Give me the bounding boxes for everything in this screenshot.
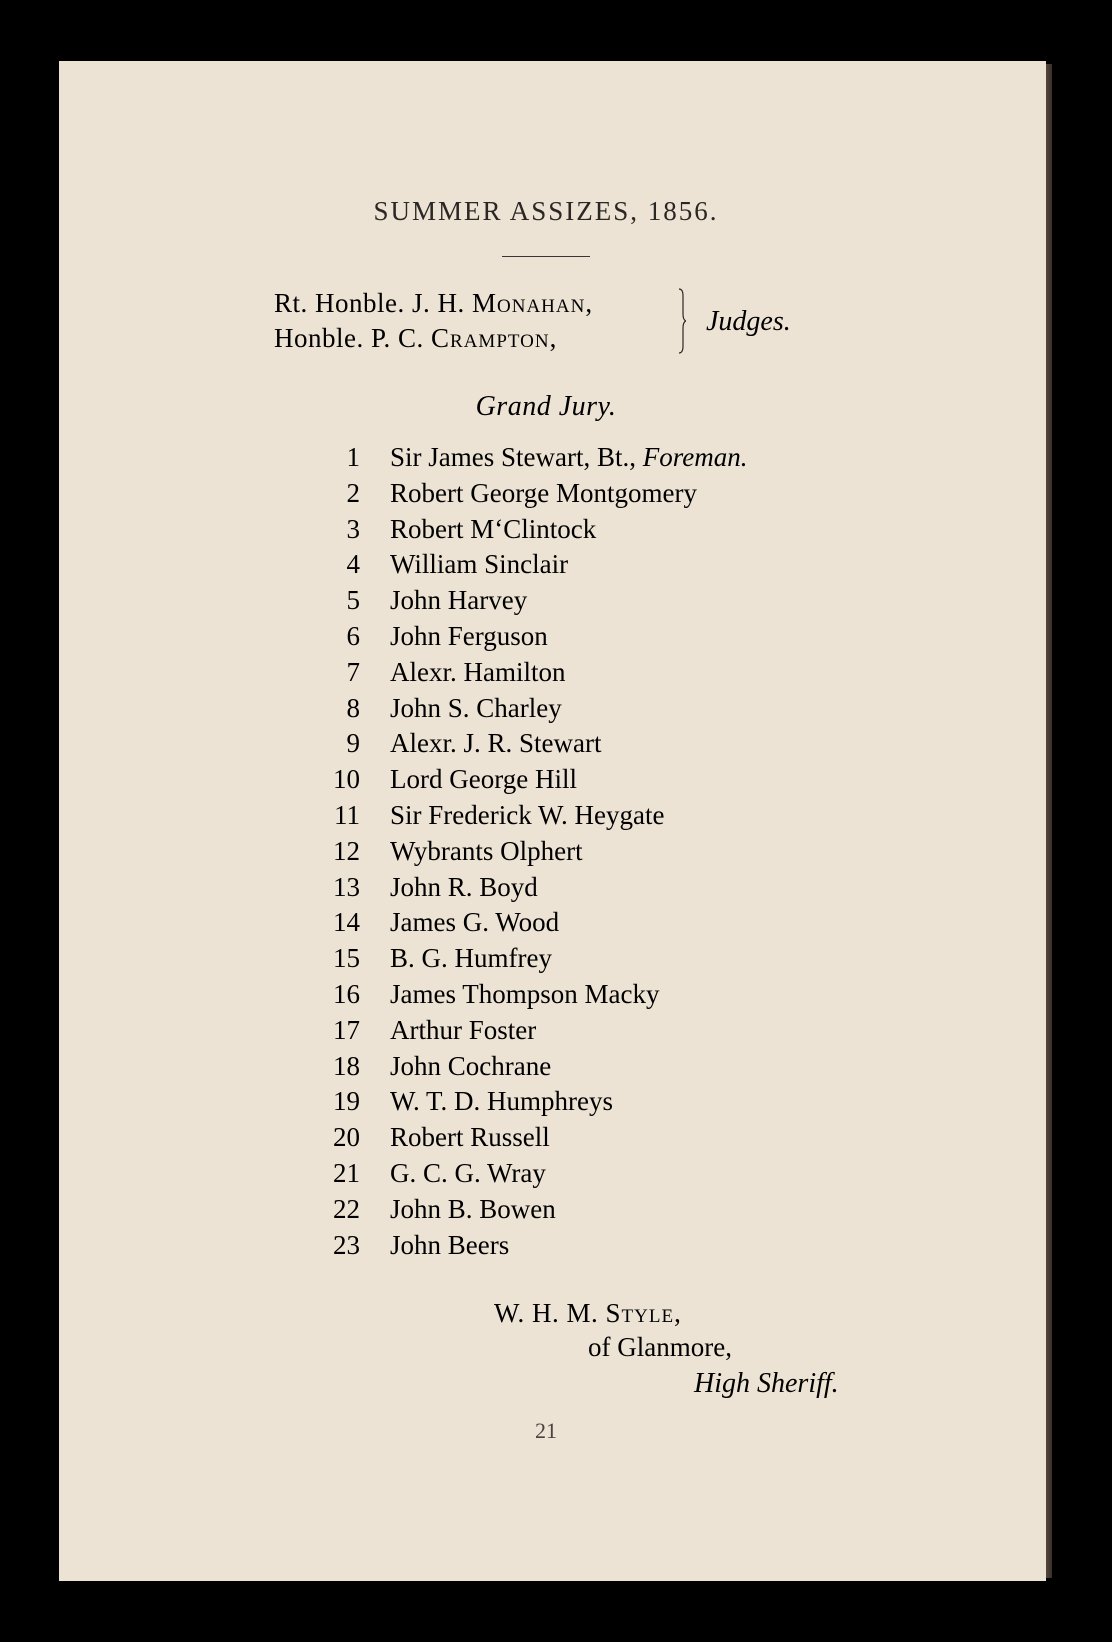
jury-name: G. C. G. Wray bbox=[390, 1157, 546, 1188]
jury-name: Alexr. Hamilton bbox=[390, 656, 566, 687]
jury-member bbox=[300, 834, 747, 870]
judge-surname: Crampton bbox=[431, 323, 550, 353]
judge-entry bbox=[274, 323, 557, 354]
jury-number: 2 bbox=[346, 477, 360, 508]
jury-number: 18 bbox=[333, 1050, 360, 1081]
sheriff-title: High Sheriff. bbox=[694, 1368, 839, 1399]
jury-name: John Harvey bbox=[390, 585, 528, 616]
jury-number: 21 bbox=[333, 1157, 360, 1188]
jury-member bbox=[300, 905, 747, 941]
grand-jury-heading: Grand Jury. bbox=[475, 391, 617, 422]
sheriff-name bbox=[494, 1298, 681, 1329]
jury-member bbox=[300, 1120, 747, 1156]
page-title: SUMMER ASSIZES, 1856. bbox=[373, 196, 719, 226]
jury-name: B. G. Humfrey bbox=[390, 943, 552, 974]
jury-name: Alexr. J. R. Stewart bbox=[390, 728, 602, 759]
jury-number: 3 bbox=[346, 513, 360, 544]
jury-member bbox=[300, 762, 747, 798]
jury-number: 4 bbox=[346, 549, 360, 580]
jury-number: 8 bbox=[346, 692, 360, 723]
jury-name: Sir James Stewart, Bt., bbox=[390, 442, 643, 472]
jury-name: Robert George Montgomery bbox=[390, 477, 697, 508]
jury-number: 20 bbox=[333, 1122, 360, 1153]
jury-name: John R. Boyd bbox=[390, 871, 538, 902]
jury-number: 22 bbox=[333, 1193, 360, 1224]
jury-number: 12 bbox=[333, 835, 360, 866]
jury-member bbox=[300, 1049, 747, 1085]
jury-name: W. T. D. Humphreys bbox=[390, 1086, 613, 1117]
jury-number: 5 bbox=[346, 585, 360, 616]
jury-name: John B. Bowen bbox=[390, 1193, 556, 1224]
jury-member bbox=[300, 1156, 747, 1192]
jury-member bbox=[300, 1192, 747, 1228]
jury-name: Wybrants Olphert bbox=[390, 835, 583, 866]
judges-brace bbox=[678, 288, 686, 354]
jury-number: 6 bbox=[346, 620, 360, 651]
jury-number: 11 bbox=[334, 799, 360, 830]
jury-name: John Beers bbox=[390, 1229, 510, 1260]
jury-number: 7 bbox=[346, 656, 360, 687]
sheriff-prefix: W. H. M. bbox=[494, 1298, 606, 1328]
jury-number: 15 bbox=[333, 943, 360, 974]
jury-number: 10 bbox=[333, 764, 360, 795]
sheriff-suffix: , bbox=[674, 1298, 682, 1328]
jury-name: James G. Wood bbox=[390, 907, 560, 938]
jury-number: 1 bbox=[346, 442, 360, 472]
sheriff-place: of Glanmore, bbox=[588, 1332, 732, 1362]
jury-member bbox=[300, 977, 747, 1013]
jury-name: Sir Frederick W. Heygate bbox=[390, 799, 665, 830]
jury-name: Robert Russell bbox=[390, 1122, 550, 1153]
jury-member bbox=[300, 941, 747, 977]
judges-label: Judges. bbox=[706, 306, 791, 337]
jury-member bbox=[300, 691, 747, 727]
jury-name: James Thompson Macky bbox=[390, 978, 660, 1009]
judge-suffix: , bbox=[549, 323, 557, 353]
jury-member bbox=[300, 1084, 747, 1120]
jury-member bbox=[300, 798, 747, 834]
jury-member bbox=[300, 619, 747, 655]
jury-number: 9 bbox=[346, 728, 360, 759]
sheriff-surname: Style bbox=[605, 1298, 675, 1328]
jury-name: Lord George Hill bbox=[390, 764, 577, 795]
judge-surname: Monahan bbox=[472, 288, 586, 318]
jury-name: John S. Charley bbox=[390, 692, 562, 723]
jury-number: 17 bbox=[333, 1014, 360, 1045]
jury-member bbox=[300, 583, 747, 619]
jury-number: 16 bbox=[333, 978, 360, 1009]
judge-prefix: Honble. P. C. bbox=[274, 323, 432, 353]
judge-prefix: Rt. Honble. J. H. bbox=[274, 288, 472, 318]
jury-name: William Sinclair bbox=[390, 549, 569, 580]
page-number: 21 bbox=[535, 1418, 557, 1443]
jury-number: 13 bbox=[333, 871, 360, 902]
jury-member bbox=[300, 440, 747, 476]
jury-member bbox=[300, 1228, 747, 1264]
jury-member bbox=[300, 870, 747, 906]
jury-list bbox=[300, 440, 747, 1263]
jury-member bbox=[300, 547, 747, 583]
jury-member bbox=[300, 512, 747, 548]
jury-role: Foreman. bbox=[642, 442, 748, 472]
jury-name: John Cochrane bbox=[390, 1050, 552, 1081]
judge-suffix: , bbox=[585, 288, 593, 318]
jury-member bbox=[300, 1013, 747, 1049]
title-rule bbox=[502, 256, 590, 257]
jury-member bbox=[300, 476, 747, 512]
jury-member bbox=[300, 655, 747, 691]
jury-name: Arthur Foster bbox=[390, 1014, 537, 1045]
jury-name: John Ferguson bbox=[390, 620, 548, 651]
jury-member bbox=[300, 726, 747, 762]
jury-number: 23 bbox=[333, 1229, 360, 1260]
judge-entry bbox=[274, 288, 593, 319]
jury-number: 14 bbox=[333, 907, 360, 938]
jury-name: Robert M‘Clintock bbox=[390, 513, 597, 544]
jury-number: 19 bbox=[333, 1086, 360, 1117]
